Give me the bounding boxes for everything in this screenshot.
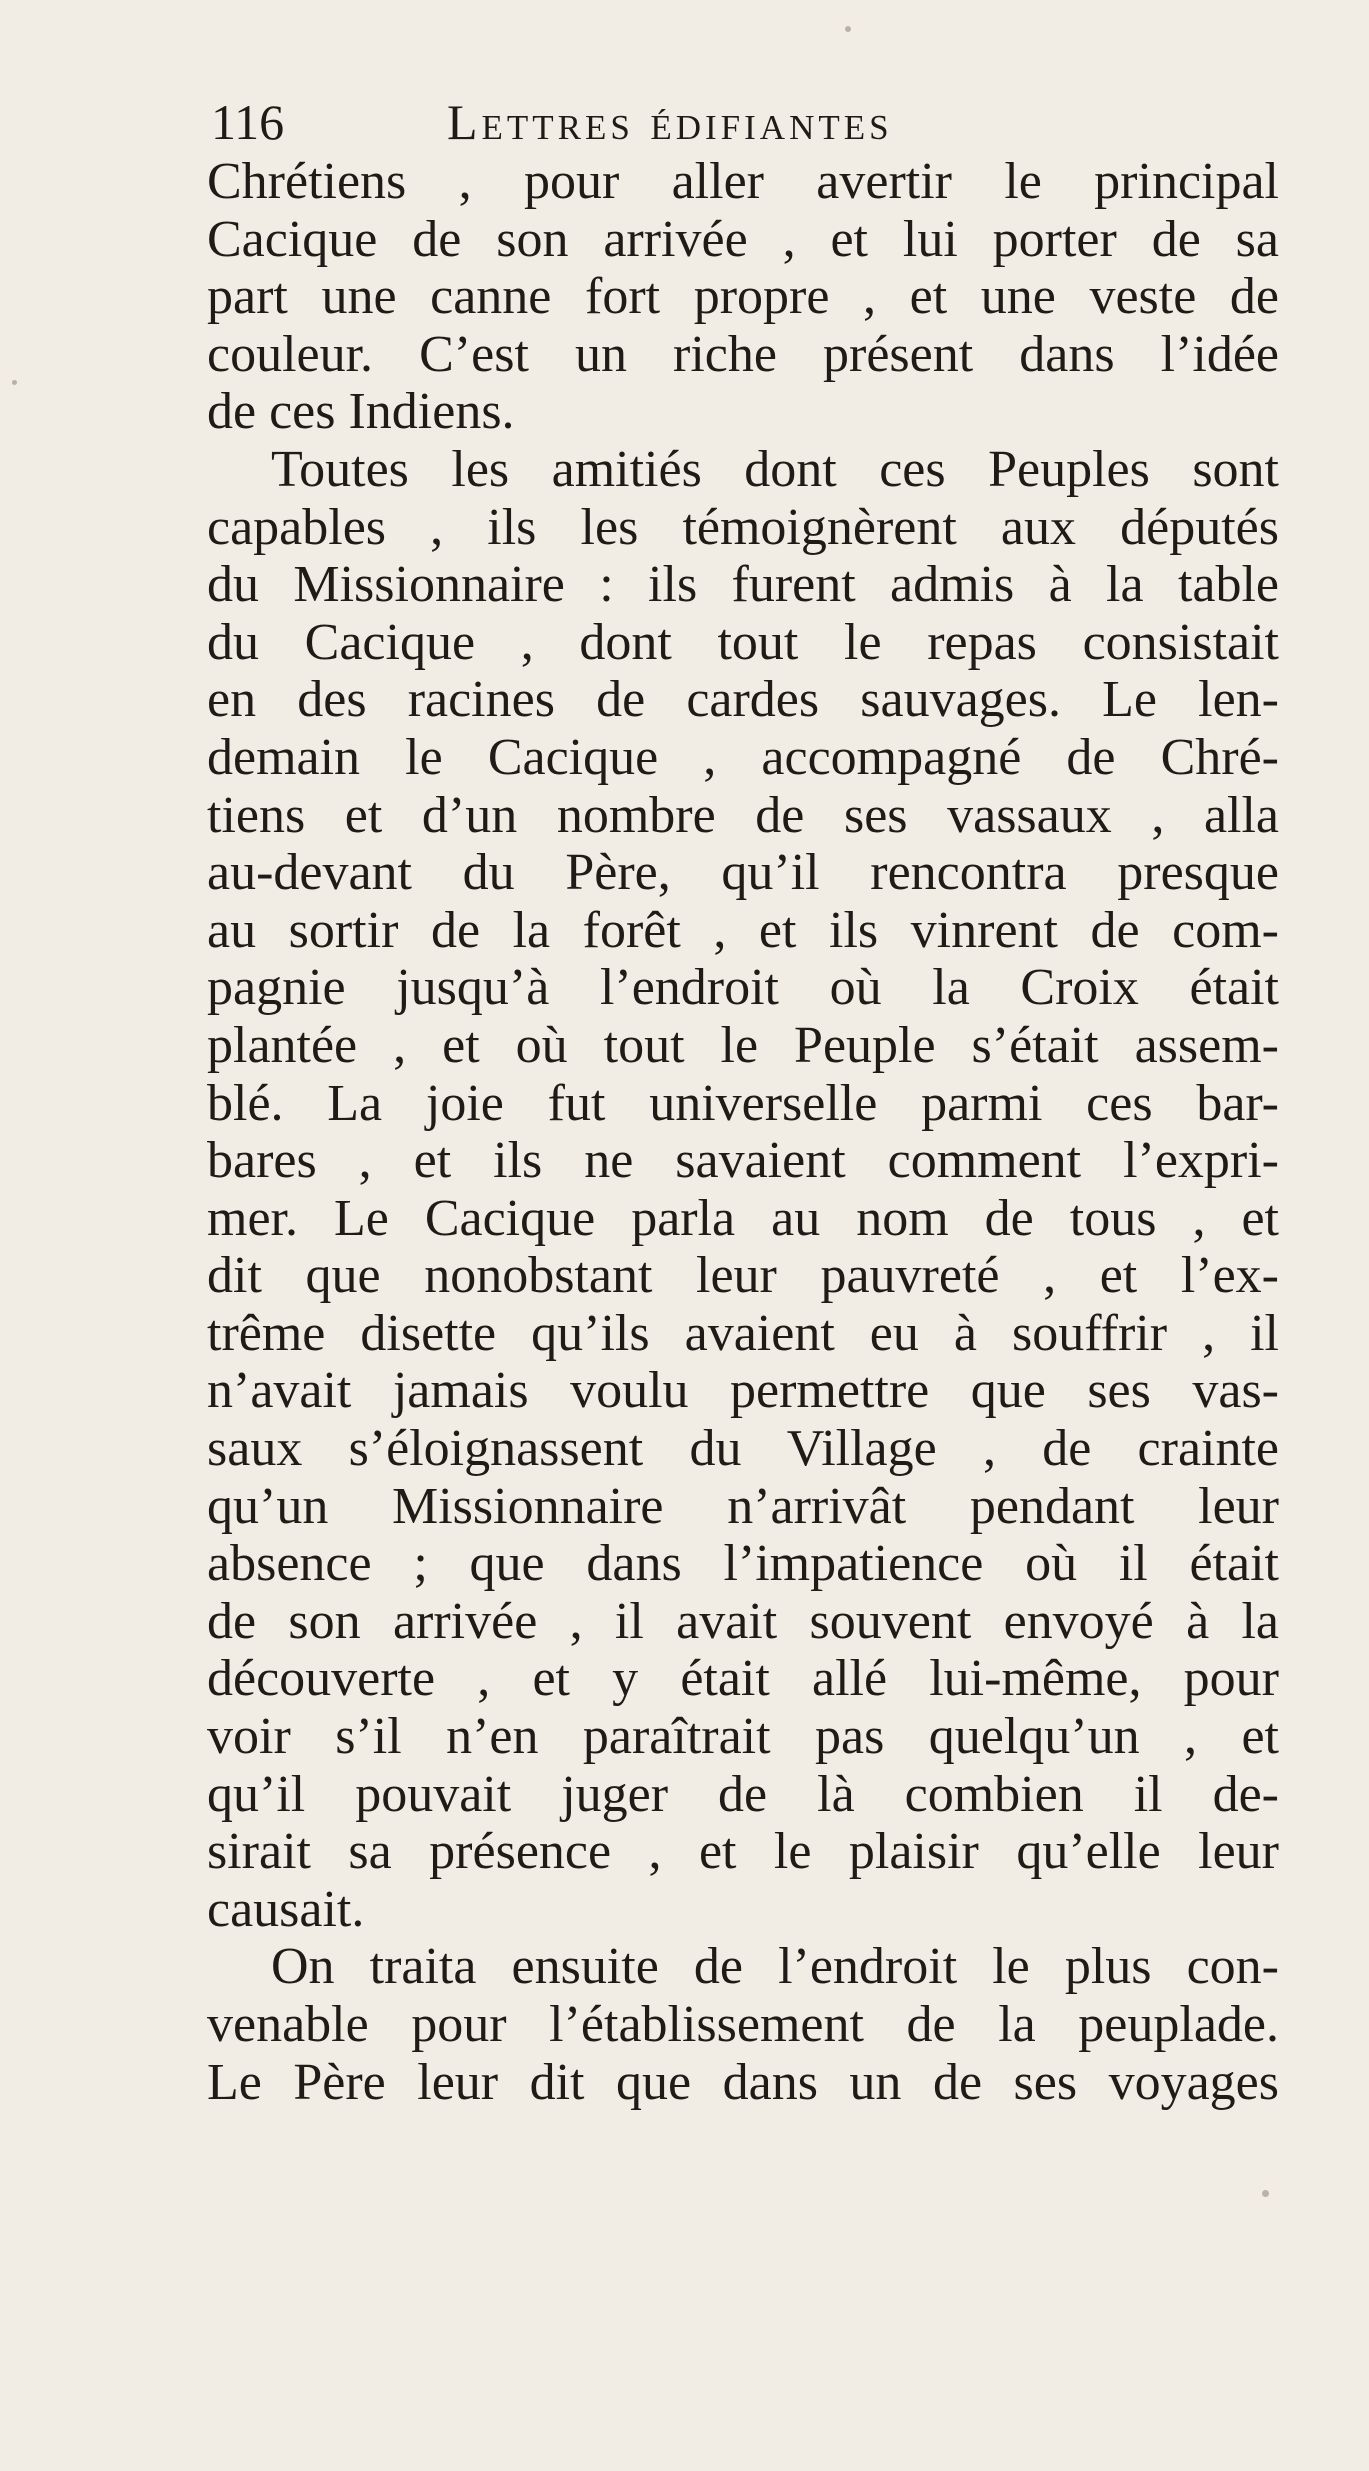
text-line: Toutes les amitiés dont ces Peuples sont xyxy=(271,440,1279,498)
text-line: venable pour l’établissement de la peuplade. xyxy=(207,1996,1279,2053)
text-line: tiens et d’un nombre de ses vassaux , alla xyxy=(207,786,1279,844)
text-line: part une canne fort propre , et une veste de xyxy=(207,268,1279,326)
text-line: blé. La joie fut universelle parmi ces bar- xyxy=(207,1074,1279,1132)
text-line: bares , et ils ne savaient comment l’expri- xyxy=(207,1132,1279,1190)
text-line: mer. Le Cacique parla au nom de tous , et xyxy=(207,1189,1279,1247)
text-line: causait. xyxy=(207,1880,365,1938)
text-line: du Missionnaire : ils furent admis à la table xyxy=(207,556,1279,614)
text-line: dit que nonobstant leur pauvreté , et l’ex- xyxy=(207,1247,1279,1305)
text-line: voir s’il n’en paraîtrait pas quelqu’un , et xyxy=(207,1708,1279,1766)
text-line: en des racines de cardes sauvages. Le len- xyxy=(207,671,1279,729)
running-header xyxy=(211,92,1111,152)
text-line: trême disette qu’ils avaient eu à souffrir , il xyxy=(207,1304,1279,1362)
text-line: couleur. C’est un riche présent dans l’idée xyxy=(207,325,1279,383)
paper-speck xyxy=(1262,2190,1269,2197)
text-line: Cacique de son arrivée , et lui porter de sa xyxy=(207,210,1279,268)
text-line: de ces Indiens. xyxy=(207,383,515,441)
text-line: n’avait jamais voulu permettre que ses vas- xyxy=(207,1362,1279,1420)
page-number: 116 xyxy=(211,94,285,150)
text-line: capables , ils les témoignèrent aux députés xyxy=(207,498,1279,556)
text-line: au-devant du Père, qu’il rencontra presque xyxy=(207,844,1279,902)
text-line: saux s’éloignassent du Village , de crainte xyxy=(207,1420,1279,1478)
text-line: Le Père leur dit que dans un de ses voyages xyxy=(207,2053,1279,2111)
text-line: pagnie jusqu’à l’endroit où la Croix était xyxy=(207,959,1279,1017)
text-line: demain le Cacique , accompagné de Chré- xyxy=(207,728,1279,786)
paper-speck xyxy=(12,380,17,385)
text-line: On traita ensuite de l’endroit le plus con- xyxy=(271,1938,1279,1996)
text-line: découverte , et y était allé lui-même, pour xyxy=(207,1650,1279,1708)
text-line: plantée , et où tout le Peuple s’était assem- xyxy=(207,1016,1279,1074)
text-line: qu’un Missionnaire n’arrivât pendant leur xyxy=(207,1477,1279,1535)
running-title: Lettres édifiantes xyxy=(447,94,893,150)
text-line: qu’il pouvait juger de là combien il de- xyxy=(207,1765,1279,1823)
text-line: de son arrivée , il avait souvent envoyé à la xyxy=(207,1592,1279,1650)
body-text xyxy=(207,153,1279,2111)
text-line: Chrétiens , pour aller avertir le principal xyxy=(207,153,1279,210)
text-line: sirait sa présence , et le plaisir qu’elle leur xyxy=(207,1823,1279,1881)
text-line: absence ; que dans l’impatience où il était xyxy=(207,1535,1279,1593)
text-line: au sortir de la forêt , et ils vinrent de com- xyxy=(207,901,1279,959)
text-line: du Cacique , dont tout le repas consistait xyxy=(207,613,1279,671)
paper-speck xyxy=(845,26,851,32)
